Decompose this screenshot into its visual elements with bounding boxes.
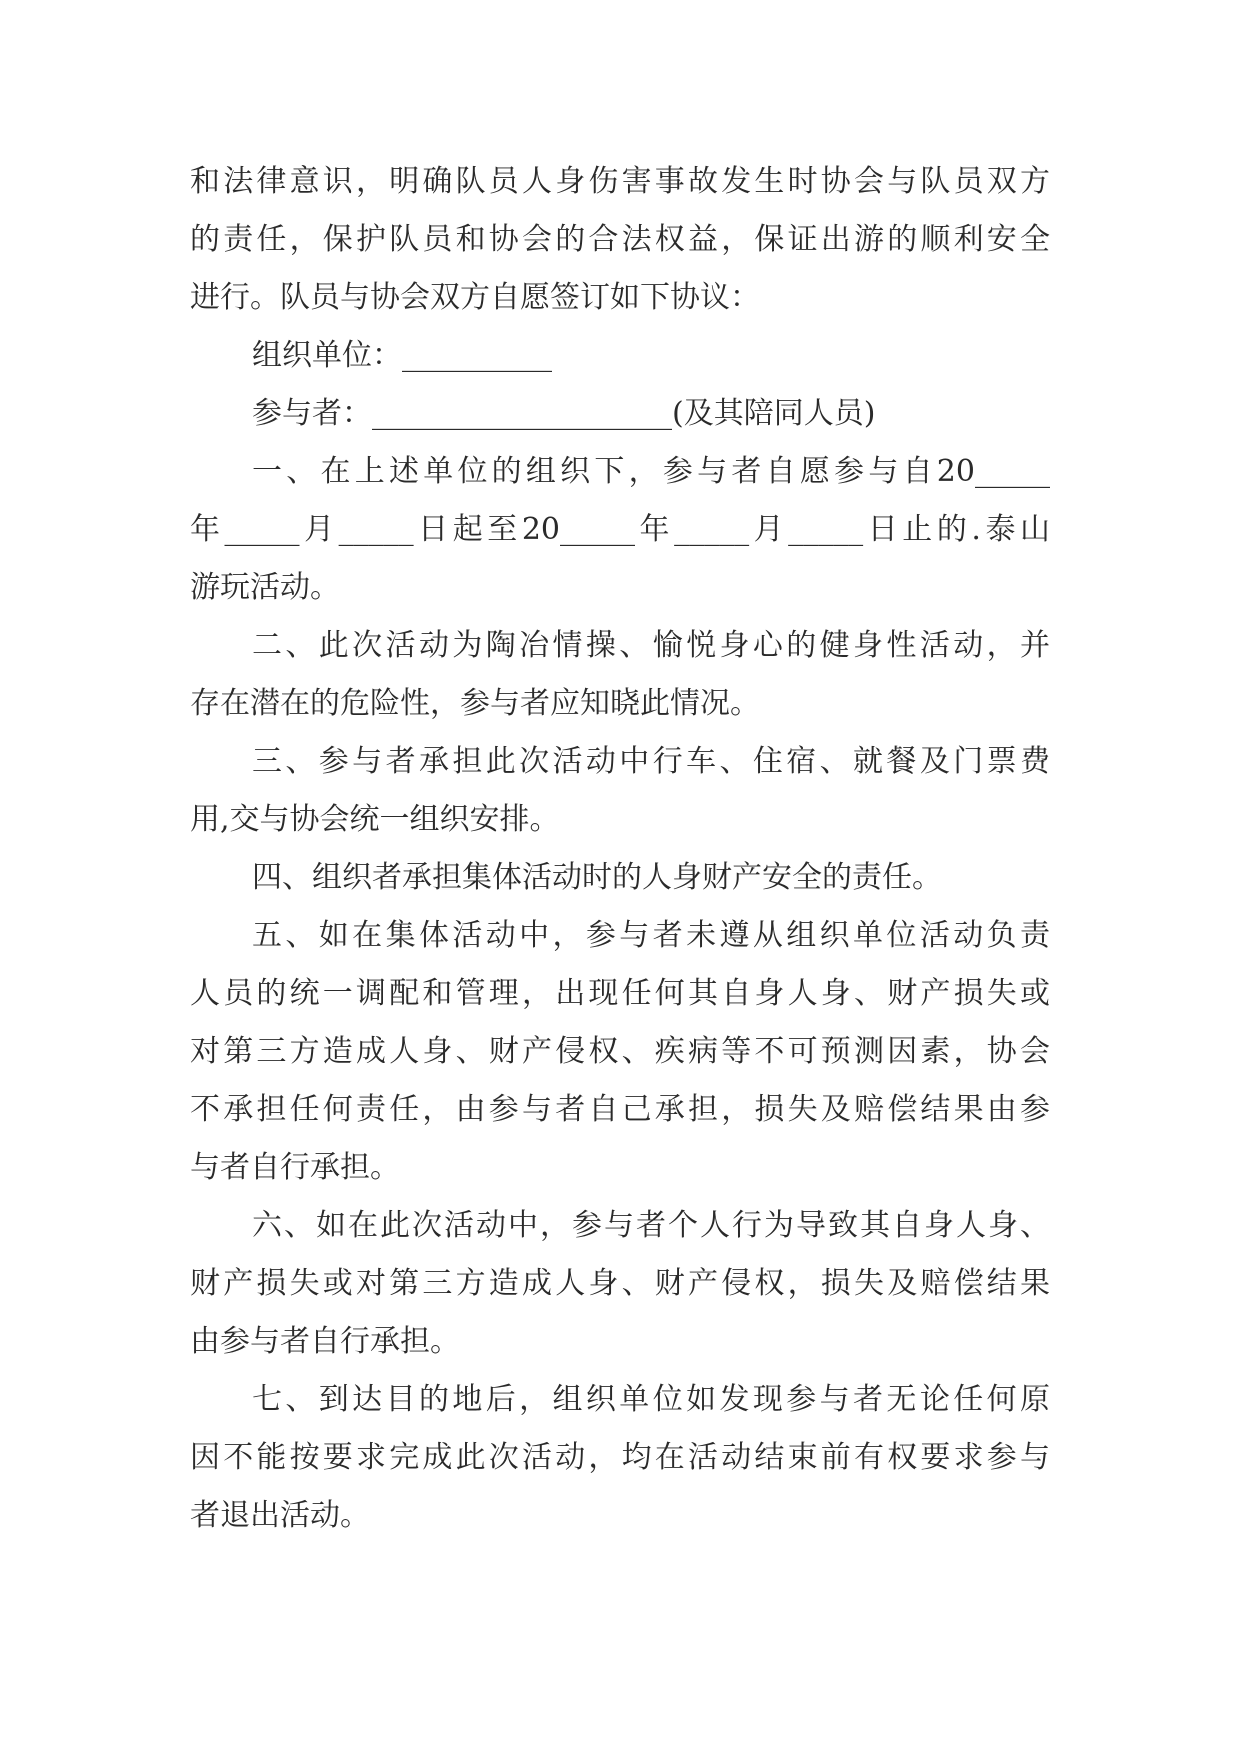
clause-2-line: 二、此次活动为陶冶情操、愉悦身心的健身性活动，并 — [252, 628, 1050, 663]
clause-6-line: 六、如在此次活动中，参与者个人行为导致其自身人身、 — [252, 1208, 1050, 1243]
clause-7-line: 七、到达目的地后，组织单位如发现参与者无论任何原 — [252, 1382, 1050, 1417]
clause-7-line: 者退出活动。 — [190, 1498, 370, 1533]
clause-7-line: 因不能按要求完成此次活动，均在活动结束前有权要求参与 — [190, 1440, 1050, 1475]
clause-5-line: 五、如在集体活动中，参与者未遵从组织单位活动负责 — [252, 918, 1050, 953]
clause-6-line: 财产损失或对第三方造成人身、财产侵权，损失及赔偿结果 — [190, 1266, 1050, 1301]
clause-4-line: 四、组织者承担集体活动时的人身财产安全的责任。 — [252, 860, 942, 895]
participant-field-line: 参与者：____________________(及其陪同人员) — [252, 396, 876, 431]
clause-5-line: 不承担任何责任，由参与者自己承担，损失及赔偿结果由参 — [190, 1092, 1050, 1127]
body-text-line: 的责任，保护队员和协会的合法权益，保证出游的顺利安全 — [190, 222, 1050, 257]
clause-3-line: 三、参与者承担此次活动中行车、住宿、就餐及门票费 — [252, 744, 1050, 779]
organizer-field-line: 组织单位：__________ — [252, 338, 552, 373]
clause-5-line: 对第三方造成人身、财产侵权、疾病等不可预测因素，协会 — [190, 1034, 1050, 1069]
body-text-line: 和法律意识，明确队员人身伤害事故发生时协会与队员双方 — [190, 164, 1050, 199]
document-page — [190, 153, 1050, 1545]
clause-1-line: 年_____月_____日起至20_____年_____月_____日止的.泰山 — [190, 512, 1050, 547]
clause-5-line: 与者自行承担。 — [190, 1150, 400, 1185]
clause-3-line: 用,交与协会统一组织安排。 — [190, 802, 560, 837]
clause-5-line: 人员的统一调配和管理，出现任何其自身人身、财产损失或 — [190, 976, 1050, 1011]
clause-2-line: 存在潜在的危险性，参与者应知晓此情况。 — [190, 686, 760, 721]
clause-1-line: 游玩活动。 — [190, 570, 340, 605]
body-text-line: 进行。队员与协会双方自愿签订如下协议： — [190, 280, 760, 315]
clause-1-line: 一、在上述单位的组织下，参与者自愿参与自20_____ — [252, 454, 1050, 489]
clause-6-line: 由参与者自行承担。 — [190, 1324, 460, 1359]
